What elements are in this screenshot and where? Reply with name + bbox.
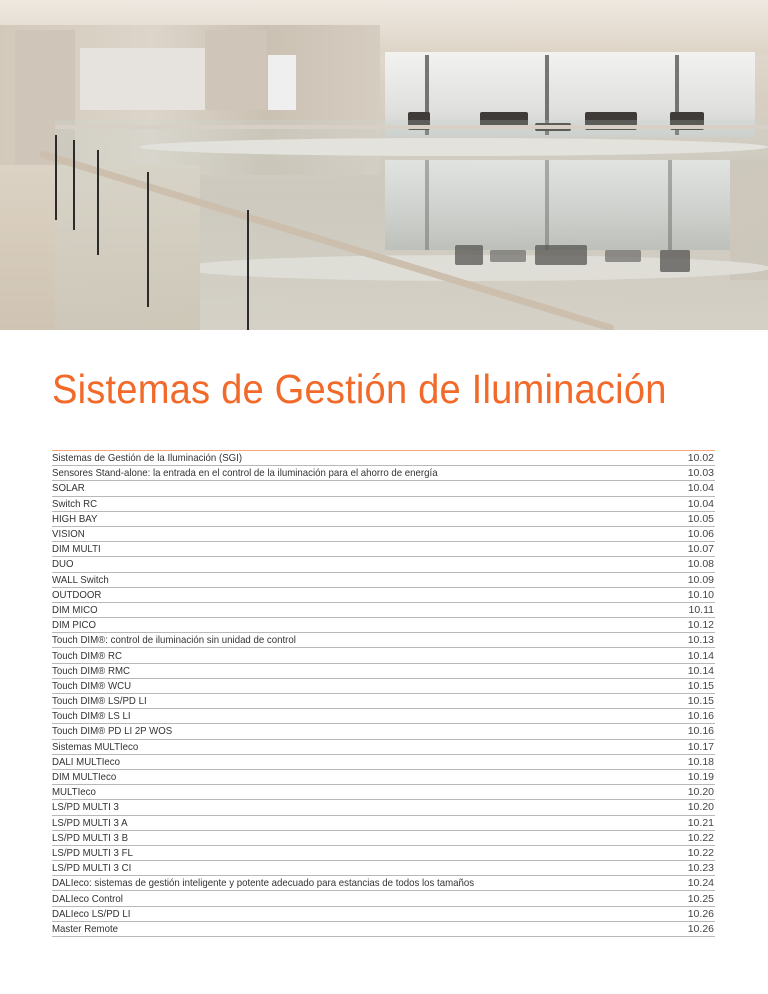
hero-photo [0,0,768,330]
toc-entry-page-number: 10.16 [687,710,714,723]
toc-entry-title: DIM PICO [52,619,97,632]
toc-entry[interactable] [52,876,715,891]
toc-entry-page-number: 10.26 [687,907,714,920]
toc-entry-page-number: 10.04 [687,482,714,495]
toc-entry-page-number: 10.09 [687,573,714,586]
toc-entry-page-number: 10.25 [687,892,714,905]
toc-entry-title: DIM MULTI [52,543,101,556]
toc-entry-title: Touch DIM® RC [52,649,122,662]
toc-entry-title: DIM MULTIeco [52,771,117,784]
toc-entry-title: DALIeco: sistemas de gestión inteligente y potente adecuado para estancias de todos los tamaños [52,877,475,890]
toc-entry-page-number: 10.15 [687,679,714,692]
toc-entry-page-number: 10.16 [687,725,714,738]
toc-entry-title: LS/PD MULTI 3 FL [52,846,133,859]
toc-entry-title: DALIeco Control [52,892,123,905]
toc-entry-page-number: 10.14 [687,664,714,677]
toc-entry-title: LS/PD MULTI 3 CI [52,862,132,875]
toc-entry-title: DALIeco LS/PD LI [52,907,131,920]
toc-entry-page-number: 10.08 [687,558,714,571]
toc-entry[interactable] [52,633,715,648]
toc-entry-page-number: 10.18 [687,755,714,768]
toc-entry-page-number: 10.14 [687,649,714,662]
toc-entry-title: WALL Switch [52,573,109,586]
toc-entry[interactable] [52,861,715,876]
toc-entry[interactable] [52,588,715,603]
toc-entry-page-number: 10.22 [687,831,714,844]
toc-entry[interactable] [52,694,715,709]
toc-entry-title: Touch DIM® PD LI 2P WOS [52,725,173,738]
toc-entry[interactable] [52,755,715,770]
toc-entry[interactable] [52,709,715,724]
toc-entry-page-number: 10.13 [687,634,714,647]
toc-entry-title: DIM MICO [52,603,98,616]
toc-entry-title: Touch DIM®: control de iluminación sin unidad de control [52,634,296,647]
toc-entry-title: DUO [52,558,74,571]
toc-entry-page-number: 10.21 [687,816,714,829]
toc-entry[interactable] [52,816,715,831]
toc-entry-title: LS/PD MULTI 3 B [52,831,129,844]
toc-entry-page-number: 10.17 [687,740,714,753]
toc-entry[interactable] [52,542,715,557]
toc-entry[interactable] [52,891,715,906]
toc-entry-title: Touch DIM® LS LI [52,710,131,723]
toc-entry[interactable] [52,527,715,542]
toc-entry-page-number: 10.06 [687,528,714,541]
toc-entry-title: LS/PD MULTI 3 [52,801,119,814]
toc-entry-page-number: 10.15 [687,695,714,708]
wall-panel [80,48,205,110]
toc-entry[interactable] [52,846,715,861]
toc-entry-page-number: 10.02 [687,452,714,465]
glass-balustrade [55,120,768,330]
toc-entry[interactable] [52,451,715,466]
toc-entry-page-number: 10.12 [687,619,714,632]
toc-entry-title: SOLAR [52,482,85,495]
toc-entry-page-number: 10.20 [687,786,714,799]
toc-entry[interactable] [52,664,715,679]
toc-entry-title: DALI MULTIeco [52,755,121,768]
toc-entry-title: VISION [52,528,85,541]
toc-entry-title: Sistemas MULTIeco [52,740,139,753]
toc-entry[interactable] [52,603,715,618]
toc-entry-title: LS/PD MULTI 3 A [52,816,128,829]
table-of-contents [52,450,715,937]
toc-entry-page-number: 10.24 [687,877,714,890]
handrail-upper [55,125,768,129]
balustrade-post [147,172,149,307]
toc-entry[interactable] [52,831,715,846]
toc-entry-page-number: 10.04 [687,497,714,510]
wall-panel [268,55,296,110]
toc-entry-title: Sistemas de Gestión de la Iluminación (SGI) [52,452,243,465]
toc-entry[interactable] [52,800,715,815]
toc-entry-title: Touch DIM® LS/PD LI [52,695,147,708]
toc-entry-page-number: 10.23 [687,862,714,875]
toc-entry-title: Touch DIM® RMC [52,664,130,677]
toc-entry[interactable] [52,770,715,785]
toc-entry[interactable] [52,907,715,922]
balustrade-post [97,150,99,255]
toc-entry[interactable] [52,724,715,739]
toc-entry-page-number: 10.11 [688,603,714,616]
toc-entry[interactable] [52,922,715,937]
toc-entry-page-number: 10.20 [687,801,714,814]
toc-entry[interactable] [52,512,715,527]
toc-entry[interactable] [52,679,715,694]
toc-entry-page-number: 10.22 [687,846,714,859]
toc-entry-page-number: 10.03 [687,467,714,480]
toc-entry-title: HIGH BAY [52,512,98,525]
toc-entry-page-number: 10.19 [687,771,714,784]
toc-entry-page-number: 10.05 [687,512,714,525]
toc-entry[interactable] [52,557,715,572]
toc-entry[interactable] [52,481,715,496]
toc-entry[interactable] [52,466,715,481]
toc-entry-title: Switch RC [52,497,98,510]
pillar [205,30,267,110]
toc-entry[interactable] [52,785,715,800]
page-title: Sistemas de Gestión de Iluminación [52,366,667,412]
toc-entry-page-number: 10.07 [687,543,714,556]
toc-entry[interactable] [52,497,715,512]
toc-entry[interactable] [52,740,715,755]
toc-entry-page-number: 10.10 [687,588,714,601]
toc-entry-page-number: 10.26 [687,922,714,935]
toc-entry[interactable] [52,648,715,663]
toc-entry-title: Sensores Stand-alone: la entrada en el control de la iluminación para el ahorro de energía [52,467,438,480]
balustrade-post [247,210,249,330]
toc-entry-title: MULTIeco [52,786,96,799]
toc-entry-title: Touch DIM® WCU [52,679,132,692]
balustrade-post [55,135,57,220]
toc-entry-title: OUTDOOR [52,588,102,601]
toc-entry[interactable] [52,618,715,633]
toc-entry-title: Master Remote [52,922,119,935]
balustrade-post [73,140,75,230]
toc-entry[interactable] [52,573,715,588]
